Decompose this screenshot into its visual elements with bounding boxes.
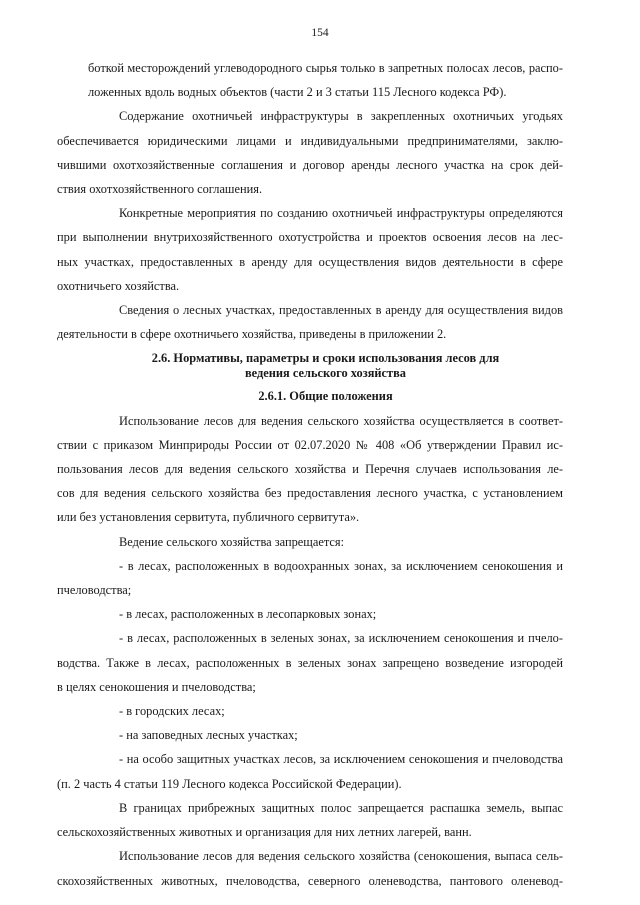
list-item: - в лесах, расположенных в лесопарковых зонах;: [119, 607, 377, 622]
list-item: - на особо защитных участках лесов, за исключением сенокошения и пчеловодства (п. 2 часть 4 статьи 119 Лесного кодекса Российской Федерации).: [57, 752, 563, 791]
subsection-heading: 2.6.1. Общие положения: [258, 389, 393, 404]
paragraph-prohibitions-intro: Ведение сельского хозяйства запрещается:: [119, 534, 345, 549]
paragraph-leased-plots-info: Сведения о лесных участках, предоставленных в аренду для осуществления видов деятельности в сфере охотничьего хозяйства, приведены в приложении 2.: [57, 303, 563, 342]
page-content: [57, 56, 563, 893]
page-number: 154: [311, 27, 329, 39]
section-heading: 2.6. Нормативы, параметры и сроки использования лесов для ведения сельского хозяйства: [151, 351, 500, 381]
list-item: - в городских лесах;: [119, 704, 225, 719]
paragraph-agricultural-use: Использование лесов для ведения сельского хозяйства (сенокошения, выпаса сель- скохозяйственных животных, пчеловодства, северного оленеводства, пантового оленевод-: [57, 849, 563, 888]
paragraph-continuation: боткой месторождений углеводородного сырья только в запретных полосах лесов, распо- ложенных вдоль водных объектов (части 2 и 3 статьи 115 Лесного кодекса РФ).: [88, 61, 563, 100]
paragraph-specific-measures: Конкретные мероприятия по созданию охотничьей инфраструктуры определяются при выполнении внутрихозяйственного охотустройства и проектов освоения лесов на лес- ных участках, предоставленных в аренду для осуществления видов деятельности в сфере охотничьего хозяйства.: [57, 206, 563, 293]
list-item: - в лесах, расположенных в зеленых зонах, за исключением сенокошения и пчело- водства. Также в лесах, расположенных в зеленых зонах запрещено возведение изгородей в целях сенокошения и пчеловодства;: [57, 631, 563, 694]
list-item: - в лесах, расположенных в водоохранных зонах, за исключением сенокошения и пчеловодства;: [57, 558, 563, 598]
list-item: - на заповедных лесных участках;: [119, 728, 298, 743]
paragraph-coastal-strips: В границах прибрежных защитных полос запрещается распашка земель, выпас сельскохозяйственных животных и организация для них летних лагерей, ванн.: [57, 800, 563, 840]
paragraph-hunting-infrastructure: Содержание охотничьей инфраструктуры в закрепленных охотничьих угодьях обеспечивается юридическими лицами и индивидуальными предпринимателями, заклю- чившими охотхозяйственные соглашения и договор аренды лесного участка на срок дей- ствия охотхозяйственного соглашения.: [57, 109, 563, 197]
paragraph-forest-use-order: Использование лесов для ведения сельского хозяйства осуществляется в соответ- ствии с приказом Минприроды России от 02.07.2020 № 408 «Об утверждении Правил ис- пользования лесов для ведения сельского хозяйства и Перечня случаев использования ле- сов для ведения сельского хозяйства без предоставления лесного участка, с установлением или без установления сервитута, публичного сервитута».: [57, 413, 563, 525]
